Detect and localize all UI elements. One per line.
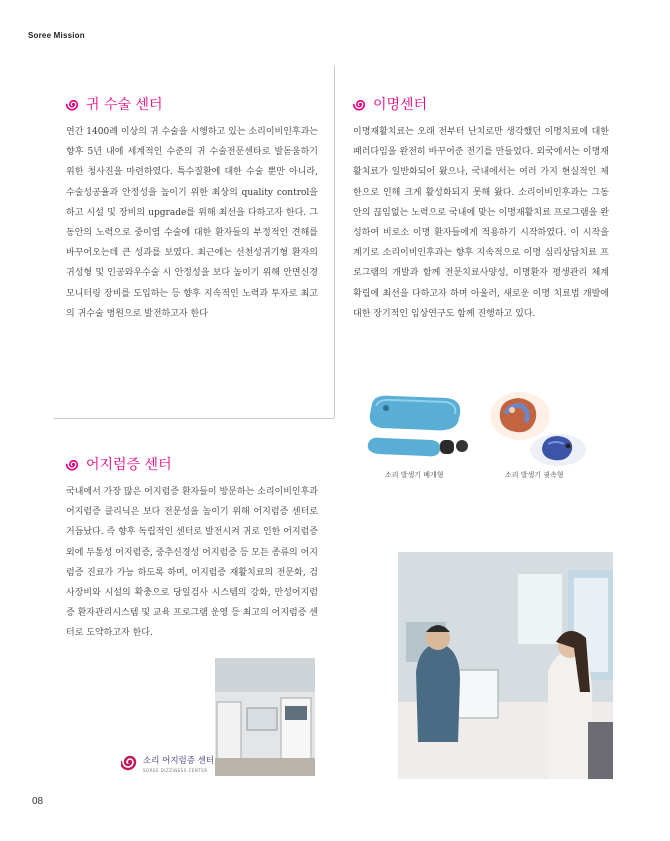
dizziness-center-logo — [121, 747, 231, 777]
tinnitus-body: 이명재활치료는 오래 전부터 난치로만 생각했던 이명치료에 대한 패러다임을 완전히 바꾸어준 전기를 만들었다. 외국에서는 이명재활치료가 일반화되어 왔으나, 국내에서는 여러 가지 현실적인 제한으로 인해 크게 활성화되지 못해 왔다. 소리이비인후과는 그동안의 끊임없는 노력으로 국내에 맞는 이명재활치료 프로그램을 완성하여 비로소 이명 환자들에게 적용하기 시작하였다. 이 시작을 계기로 소리이비인후과는 향후 지속적으로 이명 심리상담치료 프로그램의 개발과 함께 전문치료사양성, 이명환자 평생관리 체계 확립에 최선을 다하고자 하며 아울러, 새로운 이명 치료법 개발에 대한 장기적인 임상연구도 함께 진행하고 있다. — [353, 127, 609, 319]
tinnitus-title: 이명센터 — [373, 97, 428, 113]
page-number: 08 — [32, 796, 44, 807]
column-divider — [334, 66, 335, 418]
swirl-icon — [66, 457, 81, 472]
ear-surgery-body: 연간 1400례 이상의 귀 수술을 시행하고 있는 소리이비인후과는 향후 5년 내에 세계적인 수준의 귀 수술전문센타로 발돋움하기 위한 청사진을 마련하였다. 특수질환에 대한 수술 뿐만 아니라, 수술성공율과 안정성을 높이기 위한 최상의 quality control을 하고 시설 및 장비의 upgrade를 위해 최선을 다하고자 한다. 그동안의 노력으로 중이염 수술에 대한 환자들의 부정적인 견해를 바꾸어오는데 큰 성과를 보였다. 최근에는 선천성귀기형 환자의 귀성형 및 인공와우수술 시 안정성을 보다 높이기 위해 안면신경 모니터링 장비를 도입하는 등 향후 지속적인 노력과 투자로 최고의 귀수술 병원으로 발전하고자 한다 — [66, 127, 318, 319]
consultation-photo — [398, 552, 613, 779]
logo-subtitle: SOREE DIZZINESS CENTER — [143, 768, 208, 773]
ear-surgery-section — [66, 94, 318, 324]
ear-caption: 소리 발생기 귓속형 — [505, 471, 564, 479]
in-ear-sound-generator-image — [482, 388, 592, 468]
dizziness-title: 어지럼증 센터 — [86, 457, 172, 473]
swirl-icon — [353, 97, 368, 112]
running-header: Soree Mission — [28, 31, 85, 40]
logo-name: 소리 어지럼증 센터 — [143, 756, 215, 766]
section-divider — [54, 418, 334, 419]
pillow-sound-generator-image — [362, 384, 472, 464]
ear-surgery-title: 귀 수술 센터 — [86, 97, 163, 113]
dizziness-heading — [66, 454, 318, 474]
tinnitus-heading — [353, 94, 609, 114]
ear-surgery-heading — [66, 94, 318, 114]
tinnitus-section — [353, 94, 609, 324]
dizziness-body: 국내에서 가장 많은 어지럼증 환자들이 방문하는 소리이비인후과 어지럼증 클리닉은 보다 전문성을 높이기 위해 어지럼증 센터로 거듭났다. 즉 향후 독립적인 센터로 발전시켜 귀로 인한 어지럼증 외에 두통성 어지럼증, 중추신경성 어지럼증 등 모든 종류의 어지럼증 진료가 가능 하도록 하며, 어지럼증 재활치료의 전문화, 검사장비와 시설의 확충으로 당일검사 시스템의 강화, 만성어지럼증 환자관리시스템 및 교육 프로그램 운영 등 최고의 어지럼증 센터로 도약하고자 한다. — [66, 487, 318, 639]
pillow-caption: 소리 발생기 베개형 — [385, 471, 444, 479]
dizziness-section — [66, 454, 318, 644]
swirl-icon — [66, 97, 81, 112]
